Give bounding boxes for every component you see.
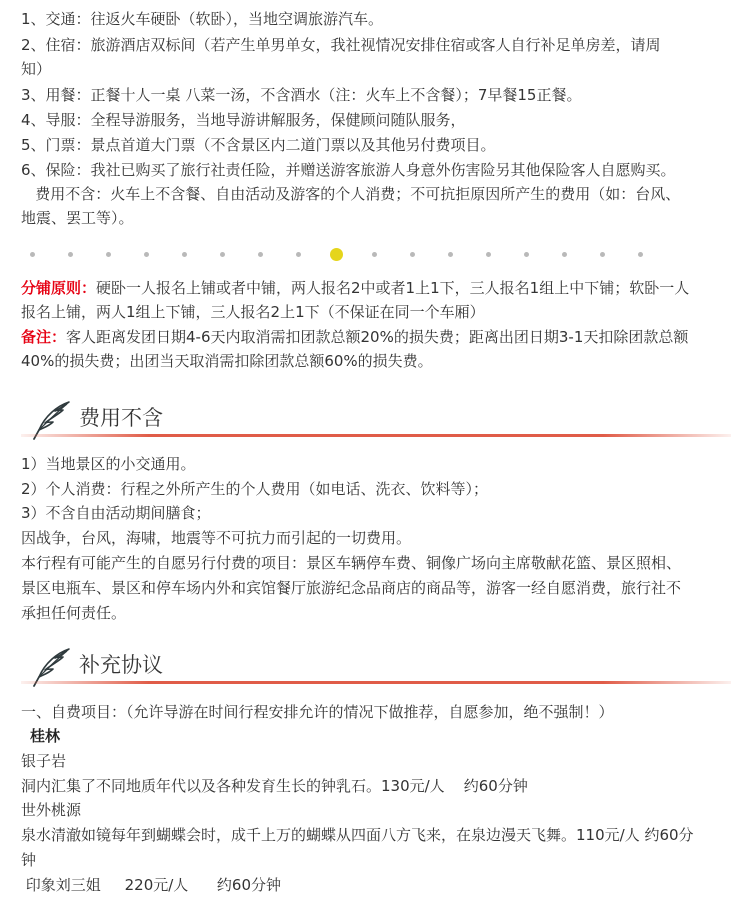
carousel-dot[interactable] [524,252,529,257]
carousel-dot[interactable] [144,252,149,257]
top-list-item: 知） [21,60,52,78]
top-list-item: 费用不含：火车上不含餐、自由活动及游客的个人消费；不可抗拒原因所产生的费用（如：台风、 [21,185,681,203]
note-label: 备注： [21,328,67,346]
excluded-item: 承担任何责任。 [21,604,127,622]
carousel-dot[interactable] [220,252,225,257]
top-list-item: 1、交通：往返火车硬卧（软卧），当地空调旅游汽车。 [21,10,384,28]
supplement-item: 洞内汇集了不同地质年代以及各种发育生长的钟乳石。130元/人 约60分钟 [21,777,528,795]
excluded-item: 因战争，台风，海啸，地震等不可抗力而引起的一切费用。 [21,529,412,547]
section-title: 补充协议 [79,653,163,677]
carousel-dot[interactable] [30,252,35,257]
top-list-item: 3、用餐：正餐十人一桌 八菜一汤，不含酒水（注：火车上不含餐）；7早餐15正餐。 [21,86,582,104]
carousel-dot[interactable] [448,252,453,257]
note-text: 客人距离发团日期4-6天内取消需扣团款总额20%的损失费；距离出团日期3-1天扣除团款总额 [66,328,689,346]
carousel-dot[interactable] [410,252,415,257]
city-heading: 桂林 [30,727,61,745]
supplement-item: 钟 [21,851,37,869]
bunk-rule-text: 硬卧一人报名上铺或者中铺，两人报名2中或者1上1下，三人报名1组上中下铺；软卧一人 [96,279,690,297]
excluded-item: 本行程有可能产生的自愿另行付费的项目：景区车辆停车费、铜像广场向主席敬献花篮、景区照相、 [21,554,682,572]
supplement-item: 印象刘三姐 220元/人 约60分钟 [21,876,281,894]
supplement-item: 银子岩 [21,752,67,770]
section-divider [21,681,731,684]
excluded-item: 景区电瓶车、景区和停车场内外和宾馆餐厅旅游纪念品商店的商品等，游客一经自愿消费，旅行社不 [21,579,682,597]
bunk-rule [21,275,689,301]
bunk-rule-label: 分铺原则： [21,279,97,297]
supplement-item: 泉水清澈如镜每年到蝴蝶会时，成千上万的蝴蝶从四面八方飞来，在泉边漫天飞舞。110元/人 约60分 [21,826,694,844]
carousel-dot[interactable] [182,252,187,257]
carousel-dot[interactable] [562,252,567,257]
top-list-item: 2、住宿：旅游酒店双标间（若产生单男单女，我社视情况安排住宿或客人自行补足单房差，请周 [21,36,661,54]
carousel-dot[interactable] [638,252,643,257]
section-divider [21,434,731,437]
section-header-excluded [21,398,731,442]
excluded-item: 3）不含自由活动期间膳食； [21,504,211,522]
top-list-item: 地震、罢工等）。 [21,209,134,227]
carousel-dot[interactable] [68,252,73,257]
carousel-dot[interactable] [296,252,301,257]
carousel-dot[interactable] [258,252,263,257]
top-list-item: 4、导服：全程导游服务，当地导游讲解服务，保健顾问随队服务， [21,111,466,129]
carousel-dot[interactable] [106,252,111,257]
excluded-item: 2）个人消费：行程之外所产生的个人费用（如电话、洗衣、饮料等）； [21,480,489,498]
supplement-intro: 一、自费项目：（允许导游在时间行程安排允许的情况下做推荐，自愿参加，绝不强制！） [21,703,614,721]
excluded-item: 1）当地景区的小交通用。 [21,455,196,473]
carousel-dot[interactable] [486,252,491,257]
supplement-item: 世外桃源 [21,801,82,819]
section-title: 费用不含 [79,406,163,430]
carousel-dot[interactable] [372,252,377,257]
note-cont: 40%的损失费；出团当天取消需扣除团款总额60%的损失费。 [21,352,433,370]
carousel-pagination[interactable] [30,248,660,260]
carousel-dot[interactable] [600,252,605,257]
top-list-item: 6、保险：我社已购买了旅行社责任险，并赠送游客旅游人身意外伤害险另其他保险客人自愿购买。 [21,161,676,179]
bunk-rule-cont: 报名上铺，两人1组上下铺，三人报名2上1下（不保证在同一个车厢） [21,303,485,321]
top-list-item: 5、门票：景点首道大门票（不含景区内二道门票以及其他另付费项目。 [21,136,496,154]
note [21,324,688,350]
carousel-dot-active[interactable] [330,248,343,261]
section-header-supplement [21,645,731,689]
